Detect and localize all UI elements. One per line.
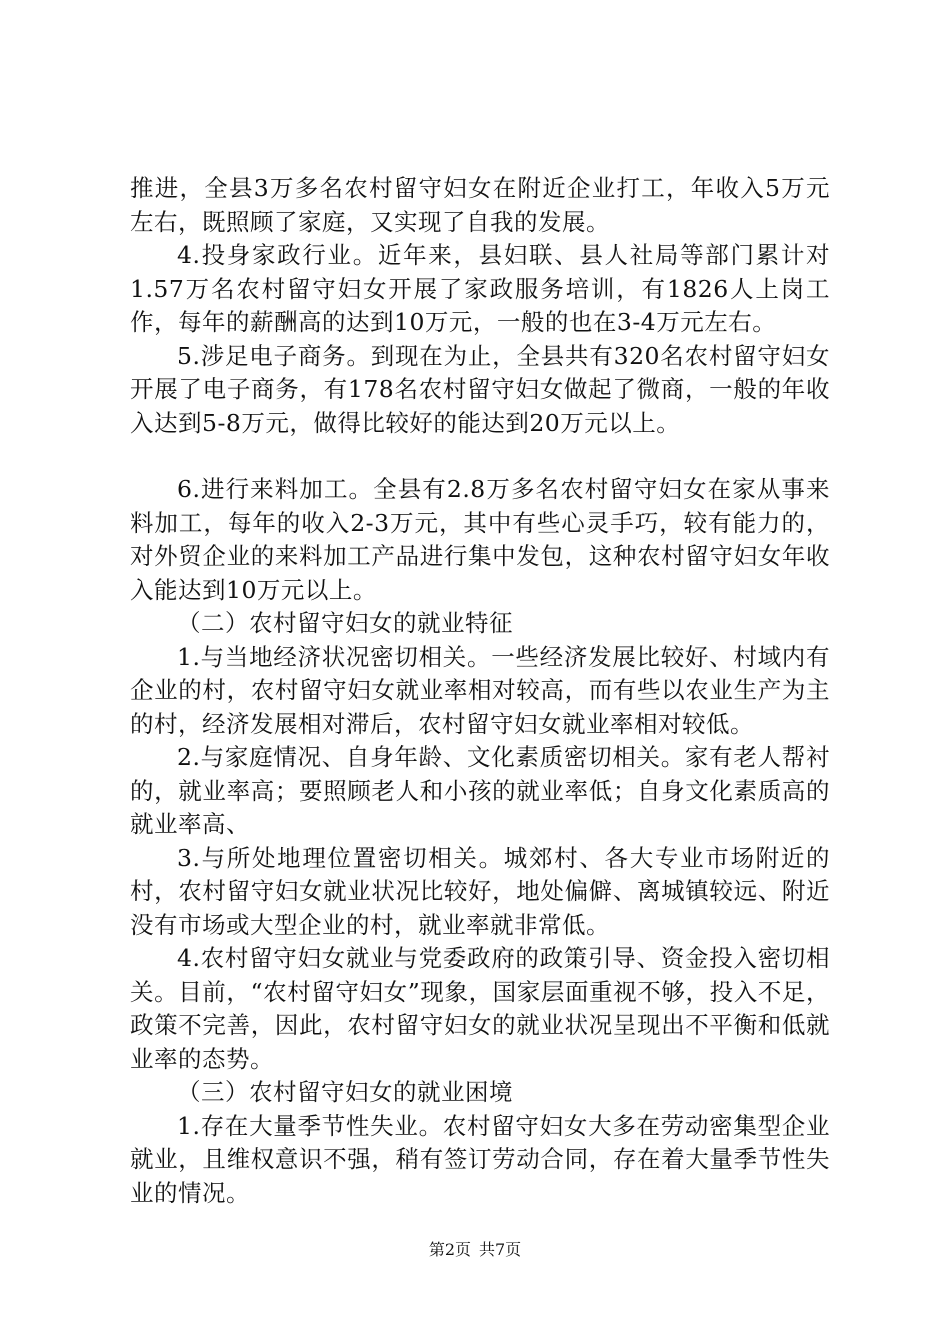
paragraph-ecommerce: 5.涉足电子商务。到现在为止，全县共有320名农村留守妇女开展了电子商务，有178名农村留守妇女做起了微商，一般的年收入达到5-8万元，做得比较好的能达到20万元以上。	[130, 341, 830, 437]
paragraph-seasonal-unemployment: 1.存在大量季节性失业。农村留守妇女大多在劳动密集型企业就业，且维权意识不强，稍有签订劳动合同，存在着大量季节性失业的情况。	[130, 1111, 830, 1207]
paragraph-processing: 6.进行来料加工。全县有2.8万多名农村留守妇女在家从事来料加工，每年的收入2-3万元，其中有些心灵手巧，较有能力的，对外贸企业的来料加工产品进行集中发包，这种农村留守妇女年收入能达到10万元以上。	[130, 475, 830, 604]
section-heading-difficulties: （三）农村留守妇女的就业困境	[177, 1078, 513, 1106]
document-body	[130, 172, 830, 1210]
page-total: 共7页	[479, 1240, 522, 1259]
paragraph-location: 3.与所处地理位置密切相关。城郊村、各大专业市场附近的村，农村留守妇女就业状况比较好，地处偏僻、离城镇较远、附近没有市场或大型企业的村，就业率就非常低。	[130, 843, 830, 939]
paragraph-policy: 4.农村留守妇女就业与党委政府的政策引导、资金投入密切相关。目前，“农村留守妇女”现象，国家层面重视不够，投入不足，政策不完善，因此，农村留守妇女的就业状况呈现出不平衡和低就业率的态势。	[130, 944, 830, 1073]
paragraph-family: 2.与家庭情况、自身年龄、文化素质密切相关。家有老人帮衬的，就业率高；要照顾老人和小孩的就业率低；自身文化素质高的就业率高、	[130, 743, 830, 838]
paragraph-economy: 1.与当地经济状况密切相关。一些经济发展比较好、村域内有企业的村，农村留守妇女就业率相对较高，而有些以农业生产为主的村，经济发展相对滞后，农村留守妇女就业率相对较低。	[130, 642, 830, 738]
section-heading-characteristics: （二）农村留守妇女的就业特征	[177, 609, 513, 637]
page-footer	[0, 1240, 950, 1260]
page-number: 第2页	[428, 1240, 471, 1259]
paragraph-housekeeping: 4.投身家政行业。近年来，县妇联、县人社局等部门累计对1.57万名农村留守妇女开展了家政服务培训，有1826人上岗工作，每年的薪酬高的达到10万元，一般的也在3-4万元左右。	[130, 241, 830, 336]
paragraph-continuation: 推进，全县3万多名农村留守妇女在附近企业打工，年收入5万元左右，既照顾了家庭，又实现了自我的发展。	[130, 174, 830, 236]
